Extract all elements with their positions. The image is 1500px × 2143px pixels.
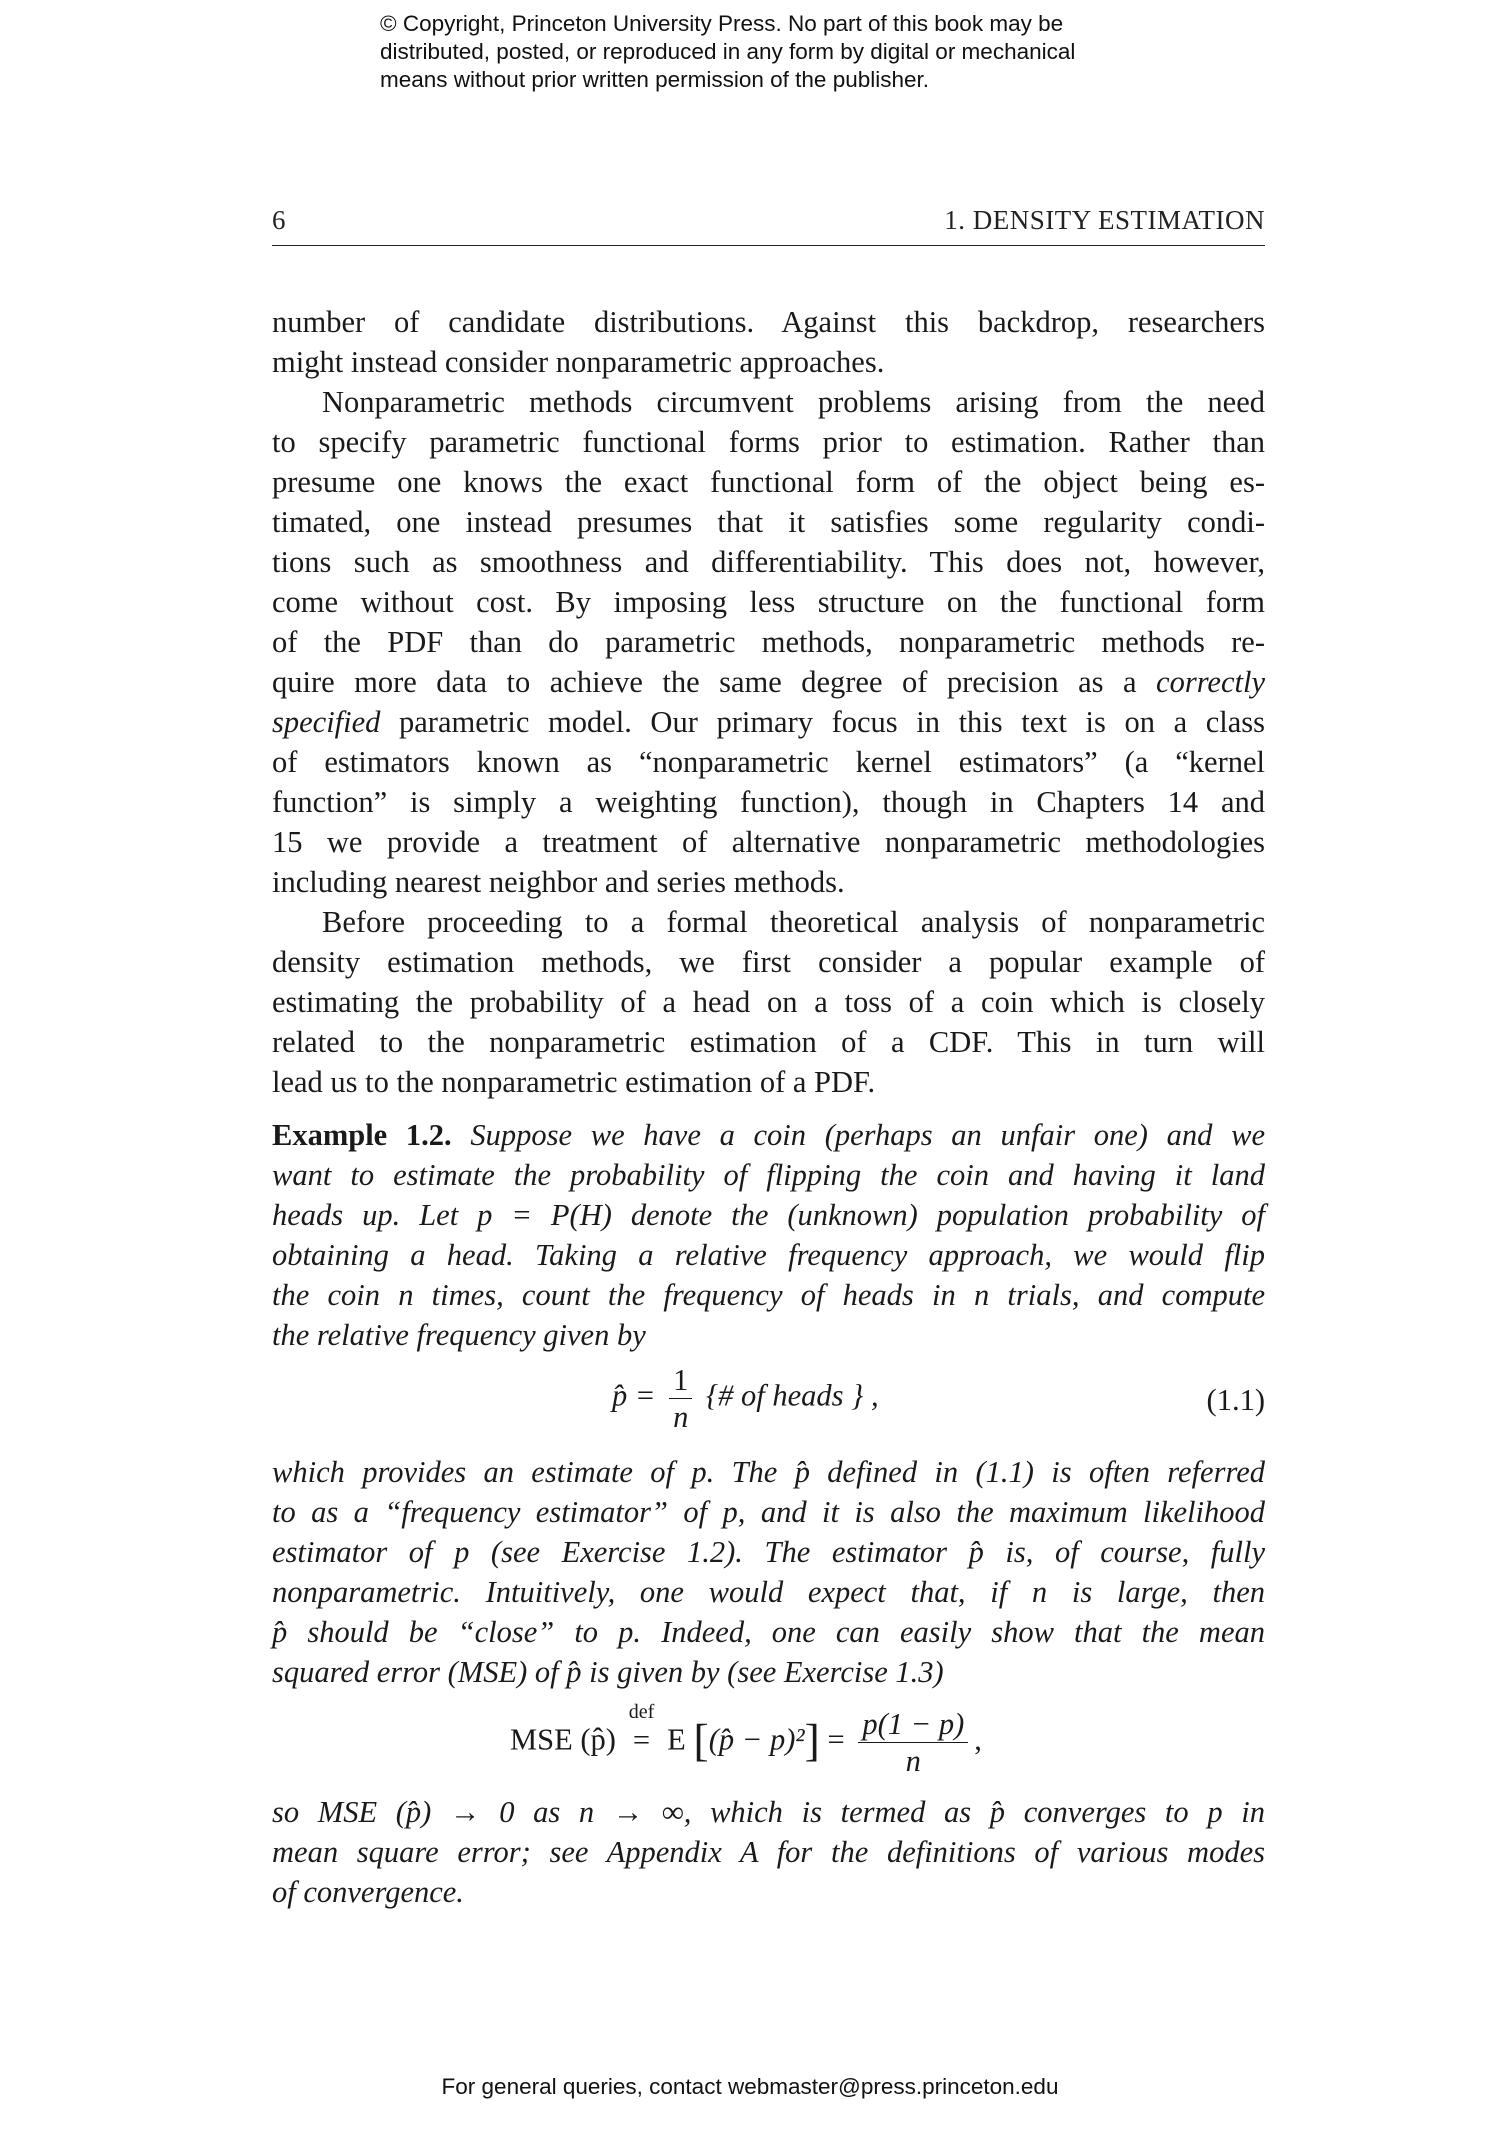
body-line: lead us to the nonparametric estimation of a PDF.: [272, 1065, 876, 1099]
example-line: squared error (MSE) of p̂ is given by (see Exercise 1.3): [272, 1655, 944, 1689]
example-line: [272, 1115, 1265, 1155]
emphasis-text: correctly: [1156, 665, 1265, 699]
body-text: quire more data to achieve the same degree of precision as a: [272, 665, 1137, 699]
expectation-inner: (p̂ − p)²: [708, 1722, 805, 1757]
body-text: parametric model. Our primary focus in this text is on a class: [399, 705, 1266, 739]
fraction-numerator: p(1 − p): [858, 1706, 968, 1743]
def-equals-sign: =: [632, 1722, 651, 1757]
body-line: might instead consider nonparametric approaches.: [272, 345, 885, 379]
body-line: of estimators known as “nonparametric kernel estimators” (a “kernel: [272, 745, 1265, 779]
example-line: want to estimate the probability of flipping the coin and having it land: [272, 1158, 1265, 1192]
body-line: related to the nonparametric estimation of a CDF. This in turn will: [272, 1025, 1265, 1059]
body-line: of the PDF than do parametric methods, nonparametric methods re-: [272, 625, 1265, 659]
body-line: come without cost. By imposing less structure on the functional form: [272, 585, 1265, 619]
example-line: to as a “frequency estimator” of p, and it is also the maximum likelihood: [272, 1495, 1265, 1529]
equation-rhs: {# of heads } ,: [705, 1378, 879, 1413]
body-line: tions such as smoothness and differentiability. This does not, however,: [272, 545, 1265, 579]
example-line: estimator of p (see Exercise 1.2). The estimator p̂ is, of course, fully: [272, 1535, 1265, 1569]
copyright-notice: [380, 10, 1140, 94]
bracket-open: [: [693, 1714, 709, 1766]
copyright-line: distributed, posted, or reproduced in any form by digital or mechanical: [380, 39, 1076, 64]
equals-sign: =: [827, 1722, 845, 1757]
example-line: the coin n times, count the frequency of heads in n trials, and compute: [272, 1278, 1265, 1312]
example-line: the relative frequency given by: [272, 1318, 646, 1352]
copyright-line: means without prior written permission of the publisher.: [380, 67, 930, 92]
def-label: def: [628, 1700, 655, 1723]
body-line: 15 we provide a treatment of alternative nonparametric methodologies: [272, 825, 1265, 859]
example-line: obtaining a head. Taking a relative frequency approach, we would flip: [272, 1238, 1265, 1272]
bracket-close: ]: [804, 1714, 820, 1766]
mse-lhs: MSE (p̂): [510, 1722, 616, 1757]
fraction-denominator: n: [673, 1400, 689, 1434]
body-line: estimating the probability of a head on a toss of a coin which is closely: [272, 985, 1265, 1019]
running-head: [272, 205, 1265, 246]
expectation-operator: E: [667, 1722, 686, 1757]
mse-equation: [510, 1700, 982, 1779]
example-line: so MSE (p̂) → 0 as n → ∞, which is termed as p̂ converges to p in: [272, 1795, 1265, 1829]
footer-contact: For general queries, contact webmaster@press.princeton.edu: [441, 2074, 1059, 2099]
emphasis-text: specified: [272, 705, 381, 739]
copyright-line: © Copyright, Princeton University Press. No part of this book may be: [380, 11, 1064, 36]
body-line: timated, one instead presumes that it satisfies some regularity condi-: [272, 505, 1265, 539]
body-line: function” is simply a weighting function), though in Chapters 14 and: [272, 785, 1265, 819]
body-line: density estimation methods, we first consider a popular example of: [272, 945, 1265, 979]
equation-1-1: [612, 1362, 879, 1435]
body-line: [272, 662, 1265, 702]
body-line: presume one knows the exact functional form of the object being es-: [272, 465, 1265, 499]
example-text: Suppose we have a coin (perhaps an unfair one) and we: [470, 1118, 1265, 1152]
body-line: Nonparametric methods circumvent problems arising from the need: [322, 385, 1265, 419]
example-line: which provides an estimate of p. The p̂ defined in (1.1) is often referred: [272, 1455, 1265, 1489]
def-equals: [624, 1700, 660, 1758]
fraction-denominator: n: [905, 1744, 921, 1778]
equation-lhs: p̂ =: [612, 1378, 656, 1413]
page-number: 6: [272, 205, 286, 235]
body-line: Before proceeding to a formal theoretical analysis of nonparametric: [322, 905, 1265, 939]
chapter-title: 1. DENSITY ESTIMATION: [944, 205, 1265, 235]
fraction-numerator: 1: [669, 1362, 692, 1399]
body-line: [272, 702, 1265, 742]
equation-number: (1.1): [1206, 1383, 1265, 1417]
example-line: nonparametric. Intuitively, one would expect that, if n is large, then: [272, 1575, 1265, 1609]
body-line: number of candidate distributions. Against this backdrop, researchers: [272, 305, 1265, 339]
fraction: [669, 1362, 692, 1435]
example-line: heads up. Let p = P(H) denote the (unknown) population probability of: [272, 1198, 1265, 1232]
example-line: of convergence.: [272, 1875, 464, 1909]
trailing-comma: ,: [974, 1722, 982, 1757]
example-line: mean square error; see Appendix A for the definitions of various modes: [272, 1835, 1265, 1869]
example-line: p̂ should be “close” to p. Indeed, one can easily show that the mean: [272, 1615, 1265, 1649]
fraction: [858, 1706, 968, 1779]
body-line: to specify parametric functional forms prior to estimation. Rather than: [272, 425, 1265, 459]
body-line: including nearest neighbor and series methods.: [272, 865, 845, 899]
example-label: Example 1.2.: [272, 1118, 452, 1152]
